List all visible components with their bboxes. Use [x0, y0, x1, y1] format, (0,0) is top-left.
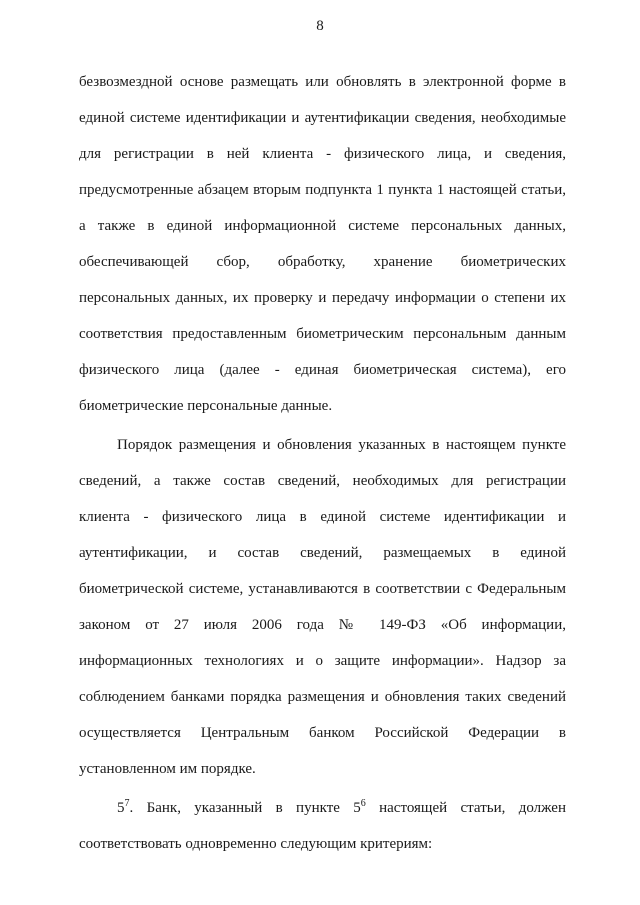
text-line: соответствия предоставленным биометрическим персональным данным — [79, 326, 566, 342]
text-line: установленном им порядке. — [79, 761, 256, 777]
text-line: информационных технологиях и о защите информации». Надзор за — [79, 653, 566, 669]
text-line: аутентификации, и состав сведений, размещаемых в единой — [79, 545, 566, 561]
reference-superscript: 6 — [360, 798, 366, 809]
text-line: персональных данных, их проверку и передачу информации о степени их — [79, 290, 566, 306]
text-line: сведений, а также состав сведений, необходимых для регистрации — [79, 473, 566, 489]
text-line: а также в единой информационной системе персональных данных, — [79, 218, 566, 234]
text-line: соответствовать одновременно следующим критериям: — [79, 836, 433, 852]
text-line — [117, 799, 566, 817]
text-line: обеспечивающей сбор, обработку, хранение биометрических — [79, 254, 566, 270]
text-line: Порядок размещения и обновления указанных в настоящем пункте — [117, 437, 566, 453]
text-line: единой системе идентификации и аутентификации сведения, необходимые — [79, 110, 566, 126]
page-number: 8 — [316, 18, 324, 34]
text-line: биометрические персональные данные. — [79, 398, 333, 414]
text-line: безвозмездной основе размещать или обновлять в электронной форме в — [79, 74, 566, 90]
text-line: для регистрации в ней клиента - физического лица, и сведения, — [79, 146, 566, 162]
text-line: предусмотренные абзацем вторым подпункта 1 пункта 1 настоящей статьи, — [79, 182, 566, 198]
text-line: биометрической системе, устанавливаются в соответствии с Федеральным — [79, 581, 566, 597]
item-number: 5 — [117, 800, 125, 816]
item-superscript: 7 — [124, 798, 130, 809]
text-line: осуществляется Центральным банком Российской Федерации в — [79, 725, 566, 741]
text-line: соблюдением банками порядка размещения и обновления таких сведений — [79, 689, 566, 705]
text-segment: . Банк, указанный в пункте 5 — [129, 800, 361, 816]
text-line: клиента - физического лица в единой системе идентификации и — [79, 509, 566, 525]
text-line: законом от 27 июля 2006 года № 149-ФЗ «Об информации, — [79, 617, 566, 633]
text-line: физического лица (далее - единая биометрическая система), его — [79, 362, 566, 378]
text-segment: настоящей статьи, должен — [365, 800, 566, 816]
